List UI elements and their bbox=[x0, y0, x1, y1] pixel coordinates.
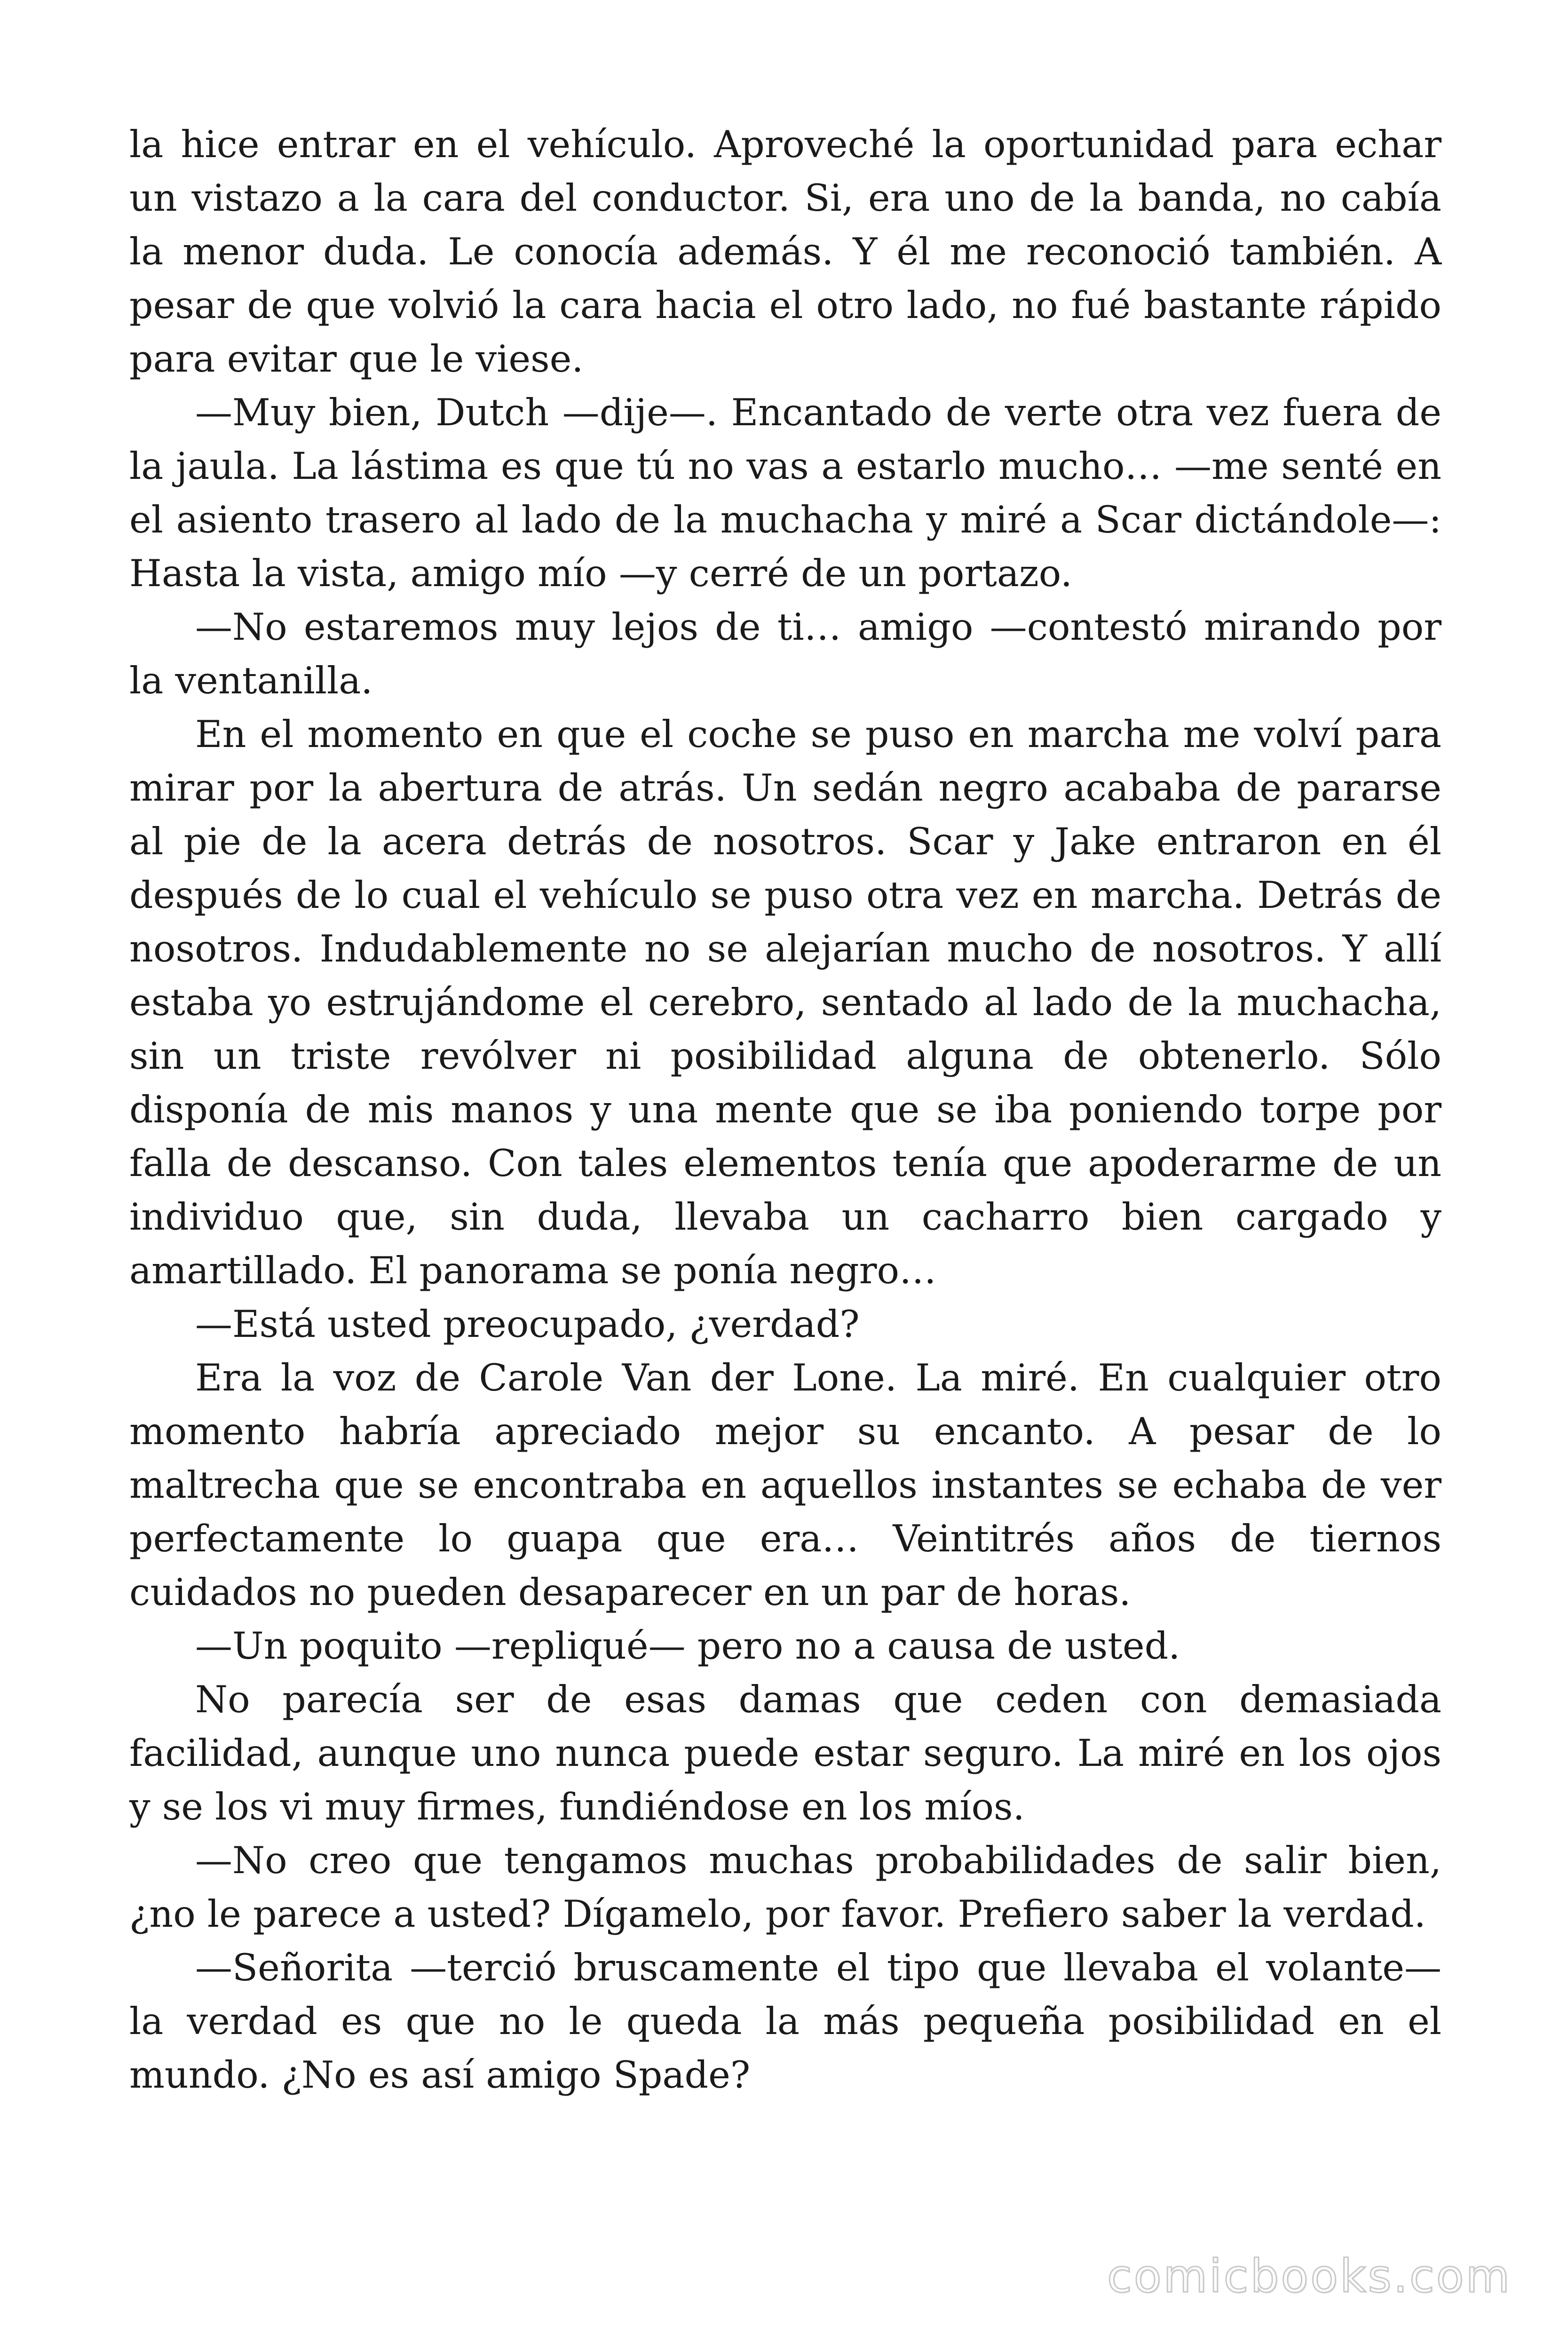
watermark-logo: comicbooks.com bbox=[1107, 2250, 1512, 2303]
paragraph-8: No parecía ser de esas damas que ceden con demasiada facilidad, aunque uno nunca puede estar seguro. La miré en los ojos y se los vi muy firmes, fundiéndose en los míos. bbox=[129, 1678, 1441, 1828]
paragraph-7: —Un poquito —repliqué— pero no a causa de usted. bbox=[195, 1624, 1180, 1668]
page-body-text bbox=[129, 118, 1441, 2102]
paragraph-9: —No creo que tengamos muchas probabilidades de salir bien, ¿no le parece a usted? Dígamelo, por favor. Prefiero saber la verdad. bbox=[129, 1839, 1441, 1936]
paragraph-6: Era la voz de Carole Van der Lone. La miré. En cualquier otro momento habría apreciado mejor su encanto. A pesar de lo maltrecha que se encontraba en aquellos instantes se echaba de ver perfectamente lo guapa que era… Veintitrés años de tiernos cuidados no pueden desaparecer en un par de horas. bbox=[129, 1356, 1441, 1614]
paragraph-1: la hice entrar en el vehículo. Aproveché la oportunidad para echar un vistazo a la cara del conductor. Si, era uno de la banda, no cabía la menor duda. Le conocía además. Y él me reconoció también. A pesar de que volvió la cara hacia el otro lado, no fué bastante rápido para evitar que le viese. bbox=[129, 123, 1441, 381]
paragraph-4: En el momento en que el coche se puso en marcha me volví para mirar por la abertura de atrás. Un sedán negro acababa de pararse al pie de la acera detrás de nosotros. Scar y Jake entraron en él después de lo cual el vehículo se puso otra vez en marcha. Detrás de nosotros. Indudablemente no se alejarían mucho de nosotros. Y allí estaba yo estrujándome el cerebro, sentado al lado de la muchacha, sin un triste revólver ni posibilidad alguna de obtenerlo. Sólo disponía de mis manos y una mente que se iba poniendo torpe por falla de descanso. Con tales elementos tenía que apoderarme de un individuo que, sin duda, llevaba un cacharro bien cargado y amartillado. El panorama se ponía negro… bbox=[129, 713, 1441, 1292]
paragraph-5: —Está usted preocupado, ¿verdad? bbox=[195, 1303, 860, 1346]
paragraph-3: —No estaremos muy lejos de ti… amigo —contestó mirando por la ventanilla. bbox=[129, 605, 1441, 702]
paragraph-10: —Señorita —terció bruscamente el tipo que llevaba el volante— la verdad es que no le queda la más pequeña posibilidad en el mundo. ¿No es así amigo Spade? bbox=[129, 1946, 1441, 2097]
paragraph-2: —Muy bien, Dutch —dije—. Encantado de verte otra vez fuera de la jaula. La lástima es que tú no vas a estarlo mucho… —me senté en el asiento trasero al lado de la muchacha y miré a Scar dictándole—: Hasta la vista, amigo mío —y cerré de un portazo. bbox=[129, 391, 1441, 595]
